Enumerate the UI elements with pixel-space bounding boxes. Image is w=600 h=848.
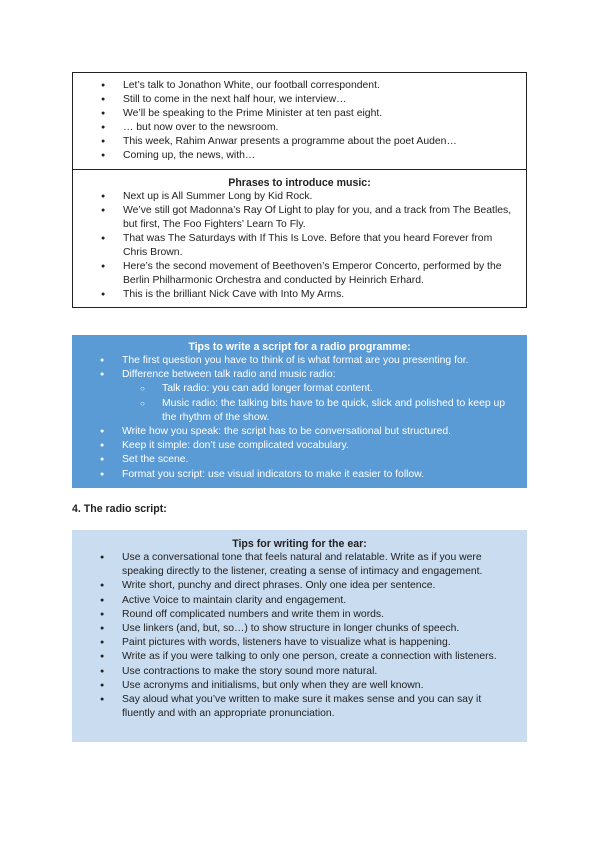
list-item: ● This is the brilliant Nick Cave with Into My Arms. — [83, 288, 516, 302]
list-item: ● Here’s the second movement of Beethoven’s Emperor Concerto, performed by the Berlin Philharmonic Orchestra and conducted by Heinrich Erhard. — [83, 260, 516, 288]
ear-tips-heading: Tips for writing for the ear: — [232, 538, 367, 550]
list-item: ● Write as if you were talking to only one person, create a connection with listeners. — [82, 650, 517, 664]
list-item: ● We’ve still got Madonna’s Ray Of Light to play for you, and a track from The Beatles, but first, The Foo Fighters’ Learn To Fly. — [83, 204, 516, 232]
sub-list-item: ○ Music radio: the talking bits have to be quick, slick and polished to keep up the rhythm of the show. — [82, 397, 517, 425]
section-title: 4. The radio script: — [72, 503, 167, 515]
ear-tips-list — [82, 551, 517, 721]
list-item: ● Paint pictures with words, listeners have to visualize what is happening. — [82, 636, 517, 650]
list-item: ● Write short, punchy and direct phrases. Only one idea per sentence. — [82, 579, 517, 593]
script-tips-heading: Tips to write a script for a radio programme: — [188, 341, 411, 353]
list-item: ● Keep it simple: don’t use complicated vocabulary. — [82, 439, 517, 453]
music-phrases-list — [83, 190, 516, 302]
list-item: ● Format you script: use visual indicators to make it easier to follow. — [82, 468, 517, 482]
script-tips-list — [82, 354, 517, 382]
list-item: ● The first question you have to think of is what format are you presenting for. — [82, 354, 517, 368]
list-item: ● Active Voice to maintain clarity and engagement. — [82, 594, 517, 608]
list-item: ● Difference between talk radio and music radio: — [82, 368, 517, 382]
list-item: ● Use linkers (and, but, so…) to show structure in longer chunks of speech. — [82, 622, 517, 636]
list-item: ● Use a conversational tone that feels natural and relatable. Write as if you were speaking directly to the listener, creating a sense of intimacy and engagement. — [82, 551, 517, 579]
list-item: ● Set the scene. — [82, 453, 517, 467]
list-item: ● We’ll be speaking to the Prime Minister at ten past eight. — [83, 107, 516, 121]
list-item: ● Use acronyms and initialisms, but only when they are well known. — [82, 679, 517, 693]
list-item: ● Use contractions to make the story sound more natural. — [82, 665, 517, 679]
list-item: ● Write how you speak: the script has to be conversational but structured. — [82, 425, 517, 439]
music-phrases-heading: Phrases to introduce music: — [228, 176, 371, 189]
sub-list-item: ○ Talk radio: you can add longer format content. — [82, 382, 517, 396]
phrases-table — [72, 72, 527, 308]
ear-tips-box — [72, 530, 527, 742]
radio-phrases-list — [83, 79, 516, 164]
list-item: ● … but now over to the newsroom. — [83, 121, 516, 135]
list-item: ● Still to come in the next half hour, we interview… — [83, 93, 516, 107]
list-item: ● Coming up, the news, with… — [83, 149, 516, 163]
list-item: ● That was The Saturdays with If This Is Love. Before that you heard Forever from Chris Brown. — [83, 232, 516, 260]
script-tips-list-continued — [82, 425, 517, 482]
list-item: ● This week, Rahim Anwar presents a programme about the poet Auden… — [83, 135, 516, 149]
radio-phrases-cell — [73, 73, 526, 169]
list-item: ● Next up is All Summer Long by Kid Rock. — [83, 190, 516, 204]
list-item: ● Round off complicated numbers and write them in words. — [82, 608, 517, 622]
music-phrases-cell — [73, 169, 526, 307]
script-tips-box — [72, 335, 527, 488]
list-item: ● Let’s talk to Jonathon White, our football correspondent. — [83, 79, 516, 93]
list-item: ● Say aloud what you’ve written to make sure it makes sense and you can say it fluently and with an appropriate pronunciation. — [82, 693, 517, 721]
radio-types-sublist — [82, 382, 517, 425]
